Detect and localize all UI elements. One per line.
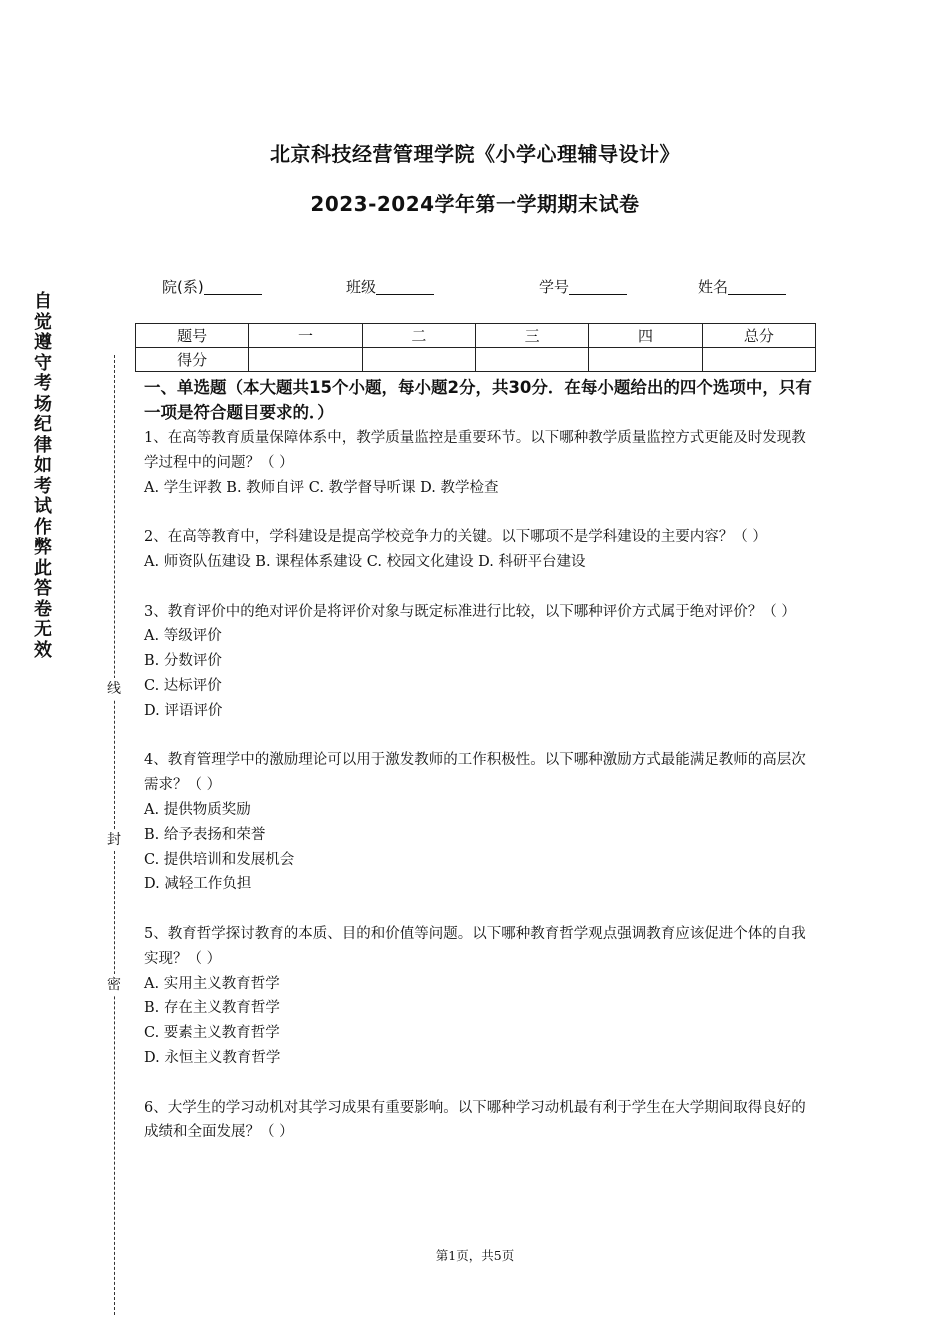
- exam-title-line2: 2023-2024学年第一学期期末试卷: [310, 192, 640, 216]
- score-table-col: 一: [249, 324, 362, 348]
- exam-content: [144, 376, 814, 1170]
- question-item: [144, 525, 814, 575]
- question-option: A. 师资队伍建设 B. 课程体系建设 C. 校园文化建设 D. 科研平台建设: [144, 553, 586, 570]
- score-table-header-label: 题号: [136, 324, 249, 348]
- score-table-col: 二: [362, 324, 475, 348]
- score-cell[interactable]: [249, 348, 362, 372]
- section-heading: 一、单选题（本大题共15个小题，每小题2分，共30分．在每小题给出的四个选项中，只有一项是符合题目要求的．）: [144, 378, 812, 422]
- question-option: B. 给予表扬和荣誉: [144, 826, 266, 843]
- score-table-col-total: 总分: [702, 324, 815, 348]
- question-option: B. 存在主义教育哲学: [144, 1000, 280, 1017]
- question-item: [144, 600, 814, 724]
- question-option: C. 要素主义教育哲学: [144, 1025, 280, 1042]
- question-option: A. 实用主义教育哲学: [144, 975, 280, 992]
- question-option: A. 学生评教 B. 教师自评 C. 教学督导听课 D. 教学检查: [144, 479, 499, 496]
- question-item: [144, 748, 814, 897]
- question-option: B. 分数评价: [144, 653, 222, 670]
- question-option: C. 提供培训和发展机会: [144, 851, 295, 868]
- score-table-col: 三: [475, 324, 588, 348]
- exam-title-line1: 北京科技经营管理学院《小学心理辅导设计》: [270, 142, 680, 166]
- score-table-col: 四: [589, 324, 702, 348]
- info-field-class[interactable]: 班级: [346, 276, 434, 297]
- question-option: A. 提供物质奖励: [144, 801, 251, 818]
- page-footer: 第1页，共5页: [435, 1248, 515, 1263]
- score-cell[interactable]: [362, 348, 475, 372]
- student-info-row: [0, 276, 950, 300]
- question-stem: 2、在高等教育中，学科建设是提高学校竞争力的关键。以下哪项不是学科建设的主要内容？（ ）: [144, 529, 767, 546]
- question-item: [144, 922, 814, 1071]
- score-table-score-row: [136, 348, 816, 372]
- info-field-department[interactable]: 院(系): [162, 276, 262, 297]
- question-item: [144, 1096, 814, 1146]
- question-stem: 3、教育评价中的绝对评价是将评价对象与既定标准进行比较，以下哪种评价方式属于绝对评价？（ ）: [144, 603, 796, 620]
- exam-discipline-notice: 自觉遵守考场纪律如考试作弊此答卷无效: [34, 291, 52, 661]
- binding-mark-line: 线: [104, 678, 124, 700]
- question-stem: 5、教育哲学探讨教育的本质、目的和价值等问题。以下哪种教育哲学观点强调教育应该促进个体的自我实现？（ ）: [144, 925, 806, 967]
- score-table-score-label: 得分: [136, 348, 249, 372]
- question-option: D. 永恒主义教育哲学: [144, 1049, 281, 1066]
- score-cell[interactable]: [475, 348, 588, 372]
- question-stem: 6、大学生的学习动机对其学习成果有重要影响。以下哪种学习动机最有利于学生在大学期间取得良好的成绩和全面发展？（ ）: [144, 1099, 806, 1141]
- score-table-header-row: [136, 324, 816, 348]
- info-field-name[interactable]: 姓名: [698, 276, 786, 297]
- question-stem: 1、在高等教育质量保障体系中，教学质量监控是重要环节。以下哪种教学质量监控方式更能及时发现教学过程中的问题？（ ）: [144, 430, 806, 471]
- question-option: A. 等级评价: [144, 628, 222, 645]
- question-stem: 4、教育管理学中的激励理论可以用于激发教师的工作积极性。以下哪种激励方式最能满足教师的高层次需求？（ ）: [144, 752, 806, 794]
- question-option: D. 评语评价: [144, 702, 223, 719]
- score-cell-total[interactable]: [702, 348, 815, 372]
- question-option: C. 达标评价: [144, 677, 222, 694]
- question-list: [144, 426, 814, 1145]
- score-cell[interactable]: [589, 348, 702, 372]
- question-item: [144, 426, 814, 500]
- question-option: D. 减轻工作负担: [144, 876, 252, 893]
- score-table: [135, 323, 816, 372]
- binding-mark-seal: 封: [104, 829, 124, 851]
- info-field-student-id[interactable]: 学号: [539, 276, 627, 297]
- binding-mark-secret: 密: [104, 974, 124, 996]
